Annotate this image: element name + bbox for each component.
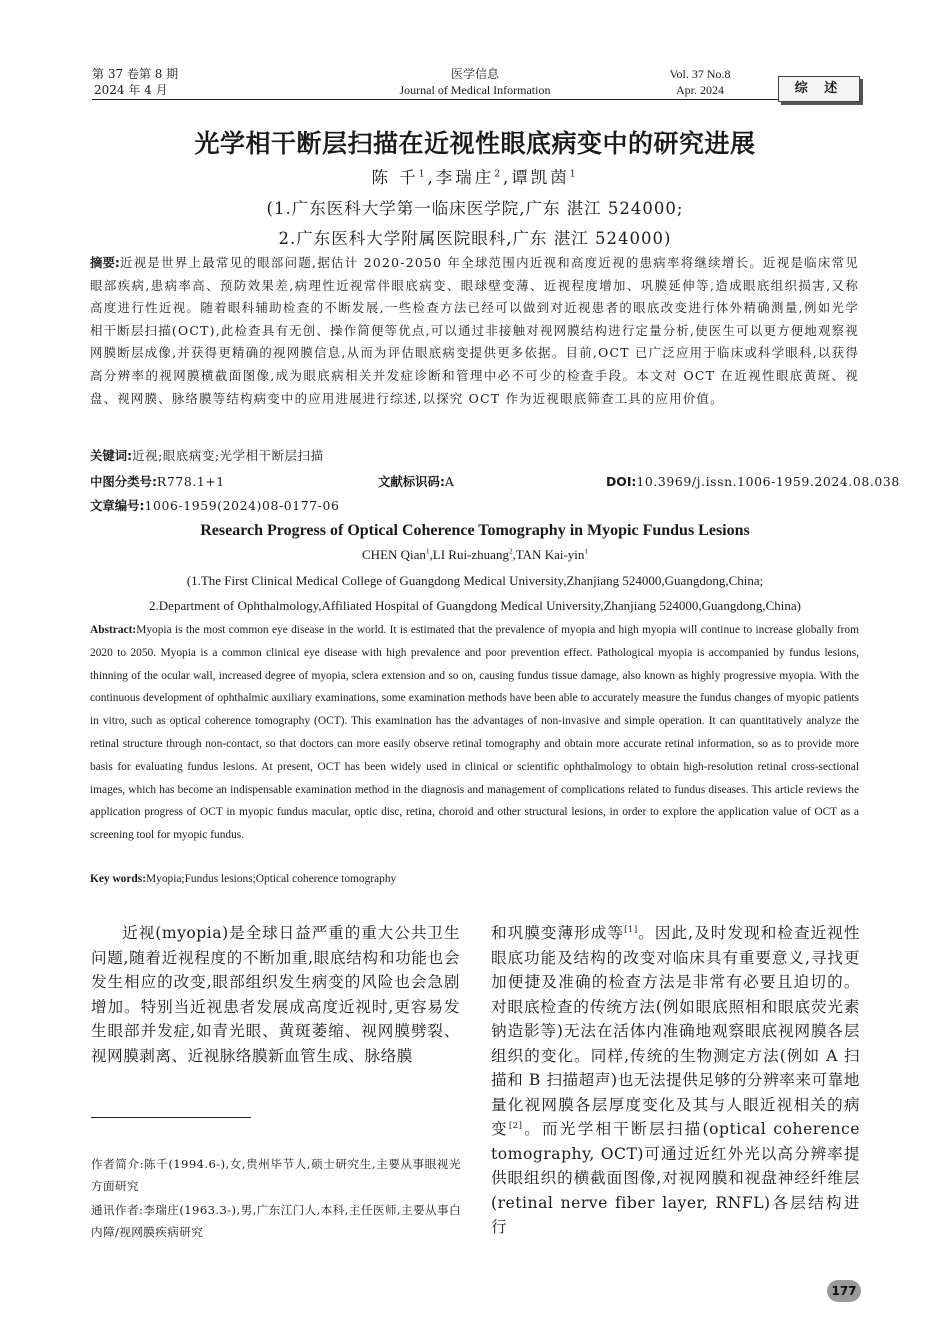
- section-label: 综 述: [778, 76, 860, 102]
- volume-issue-cn: 第 37 卷第 8 期: [92, 67, 179, 81]
- article-title: 光学相干断层扫描在近视性眼底病变中的研究进展: [194, 129, 756, 158]
- author-list: [200, 166, 750, 190]
- article-number-label: 文章编号:: [90, 498, 145, 513]
- english-affiliation-1: (1.The First Clinical Medical College of Guangdong Medical University,Zhanjiang 524000,Guangdong,China;: [186, 573, 764, 588]
- citation-2: [2]: [508, 1120, 523, 1131]
- keywords-en-text: Myopia;Fundus lesions;Optical coherence tomography: [146, 873, 397, 885]
- keywords-cn: [90, 446, 860, 466]
- author-1-affil: 1: [418, 169, 428, 180]
- clc-code: [90, 474, 225, 489]
- english-authors: [100, 545, 850, 565]
- body-paragraph-1: 近视(myopia)是全球日益严重的重大公共卫生问题,随着近视程度的不断加重,眼底结构和功能也会发生相应的改变,眼部组织发生病变的风险也会急剧增加。特别当近视患者发展成高度近视时,更容易发生眼部并发症,如青光眼、黄斑萎缩、视网膜劈裂、视网膜剥离、近视脉络膜新血管生成、脉络膜: [91, 924, 460, 1065]
- keywords-cn-text: 近视;眼底病变;光学相干断层扫描: [132, 448, 324, 463]
- footnotes: [91, 1153, 461, 1245]
- clc-label: 中图分类号:: [90, 474, 157, 489]
- abstract-en: [90, 619, 859, 847]
- author-2: ,李瑞庄: [427, 168, 495, 187]
- doc-label: 文献标识码:: [378, 474, 445, 489]
- journal-name: [300, 66, 650, 98]
- body-paragraph-2-part-b: 。因此,及时发现和检查近视性眼底功能及结构的改变对临床具有重要意义,寻找更加便捷及准确的检查方法是非常有必要且迫切的。对眼底检查的传统方法(例如眼底照相和眼底荧光素钠造影等)无法在活体内准确地观察眼底视网膜各层组织的变化。同样,传统的生物测定方法(例如 A 扫描和 B 扫描超声)也无法提供足够的分辨率来可靠地量化视网膜各层厚度变化及其与人眼近视相关的病变: [491, 924, 860, 1138]
- keywords-cn-label: 关键词:: [90, 448, 133, 463]
- date-en: Apr. 2024: [676, 83, 724, 97]
- keywords-en-label: Key words:: [90, 873, 146, 885]
- affiliation-2: 2.广东医科大学附属医院眼科,广东 湛江 524000): [278, 229, 672, 248]
- abstract-en-text: Myopia is the most common eye disease in the world. It is estimated that the prevalence of myopia and high myopia will continue to increase globally from 2020 to 2050. Myopia is a common clinical eye disease with high prevalence and poor prevention effect. Pathological myopia is accompanied by fundus lesions, thinning of the ocular wall, increased degree of myopia, sclera extension and so on, causing fundus tissue damage, also known as highly progressive myopia. With the continuous development of ophthalmic auxiliary examinations, some examination methods have been able to accurately measure the fundus changes of myopic patients in vitro, such as optical coherence tomography (OCT). This examination has the advantages of non-invasive and simple operation. It can quantitatively analyze the retinal structure through non-contact, so that doctors can more easily observe retinal tomography and obtain more accurate retinal information, so as to provide more basis for evaluating fundus lesions. At present, OCT has been widely used in clinical or scientific ophthalmology to obtain high-resolution retinal cross-sectional images, which has become an indispensable examination method in the diagnosis and management of complications related to fundus diseases. This article reviews the application progress of OCT in myopic fundus macular, optic disc, retina, choroid and other structural lesions, in order to explore the application value of OCT as a screening tool for myopic fundus.: [90, 624, 859, 842]
- english-title: Research Progress of Optical Coherence Tomography in Myopic Fundus Lesions: [200, 522, 750, 539]
- journal-name-cn: 医学信息: [450, 67, 499, 81]
- doi-value: 10.3969/j.issn.1006-1959.2024.08.038: [636, 474, 900, 489]
- article-number-value: 1006-1959(2024)08-0177-06: [144, 498, 340, 513]
- body-column-left: [91, 921, 460, 1068]
- affiliation-1: (1.广东医科大学第一临床医学院,广东 湛江 524000;: [266, 199, 684, 218]
- en-author-2-affil: 2: [508, 547, 513, 556]
- footnote-rule: [91, 1117, 251, 1118]
- author-1: 陈 千: [371, 168, 419, 187]
- body-paragraph-2: [491, 921, 860, 1240]
- doi-label: DOI:: [606, 474, 637, 489]
- abstract-cn: [90, 252, 859, 410]
- abstract-en-label: Abstract:: [90, 624, 137, 636]
- corresponding-author-footnote: 通讯作者:李瑞庄(1963.3-),男,广东江门人,本科,主任医师,主要从事白内障/视网膜疾病研究: [91, 1203, 461, 1239]
- journal-name-en: Journal of Medical Information: [399, 83, 551, 97]
- body-paragraph-2-part-a: 和巩膜变薄形成等: [491, 924, 625, 942]
- body-column-right: [491, 921, 860, 1240]
- page-number: 177: [827, 1280, 861, 1302]
- abstract-cn-text: 近视是世界上最常见的眼部问题,据估计 2020-2050 年全球范围内近视和高度近视的患病率将继续增长。近视是临床常见眼部疾病,患病率高、预防效果差,病理性近视常伴眼底病变、眼球壁变薄、近视程度增加、巩膜延伸等,造成眼底组织损害,又称高度进行性近视。随着眼科辅助检查的不断发展,一些检查方法已经可以做到对近视患者的眼底改变进行体外精确测量,例如光学相干断层扫描(OCT),此检查具有无创、操作简便等优点,可以通过非接触对视网膜结构进行定量分析,使医生可以更方便地观察视网膜断层成像,并获得更精确的视网膜信息,从而为评估眼底病变提供更多依据。目前,OCT 已广泛应用于临床或科学眼科,以获得高分辨率的视网膜横截面图像,成为眼底病相关并发症诊断和管理中必不可少的检查手段。本文对 OCT 在近视性眼底黄斑、视盘、视网膜、脉络膜等结构病变中的应用进展进行综述,以探究 OCT 作为近视眼底筛查工具的应用价值。: [90, 255, 859, 406]
- keywords-en: [90, 869, 860, 889]
- abstract-cn-label: 摘要:: [90, 255, 120, 270]
- volume-issue-en: Vol. 37 No.8: [669, 67, 731, 81]
- author-3-affil: 1: [569, 169, 579, 180]
- author-2-affil: 2: [494, 169, 504, 180]
- en-author-1: CHEN Qian: [362, 547, 426, 562]
- header-rule: [92, 99, 778, 100]
- journal-volume-en: [600, 66, 800, 98]
- author-bio-footnote: 作者简介:陈千(1994.6-),女,贵州毕节人,硕士研究生,主要从事眼视光方面研究: [91, 1157, 461, 1193]
- english-affiliation-2: 2.Department of Ophthalmology,Affiliated Hospital of Guangdong Medical University,Zhanjiang 524000,Guangdong,China): [149, 598, 801, 613]
- doc-code: [378, 472, 454, 492]
- author-3: ,谭凯茵: [503, 168, 570, 187]
- clc-value: R778.1+1: [156, 474, 225, 489]
- en-author-3: ,TAN Kai-yin: [512, 547, 585, 562]
- journal-issue: [92, 66, 178, 98]
- doc-value: A: [444, 474, 455, 489]
- en-author-3-affil: 1: [584, 547, 588, 556]
- en-author-2: ,LI Rui-zhuang: [429, 547, 509, 562]
- article-number-row: [90, 496, 860, 516]
- doi: [606, 472, 900, 492]
- body-paragraph-2-part-c: 。而光学相干断层扫描(optical coherence tomography, OCT)可通过近红外光以高分辨率提供眼组织的横截面图像,对视网膜和视盘神经纤维层(retinal nerve fiber layer, RNFL)各层结构进行: [491, 1120, 860, 1236]
- date-cn: 2024 年 4 月: [94, 83, 168, 97]
- en-author-1-affil: 1: [425, 547, 430, 556]
- citation-1: [1]: [624, 924, 638, 935]
- classification-row: [90, 472, 900, 492]
